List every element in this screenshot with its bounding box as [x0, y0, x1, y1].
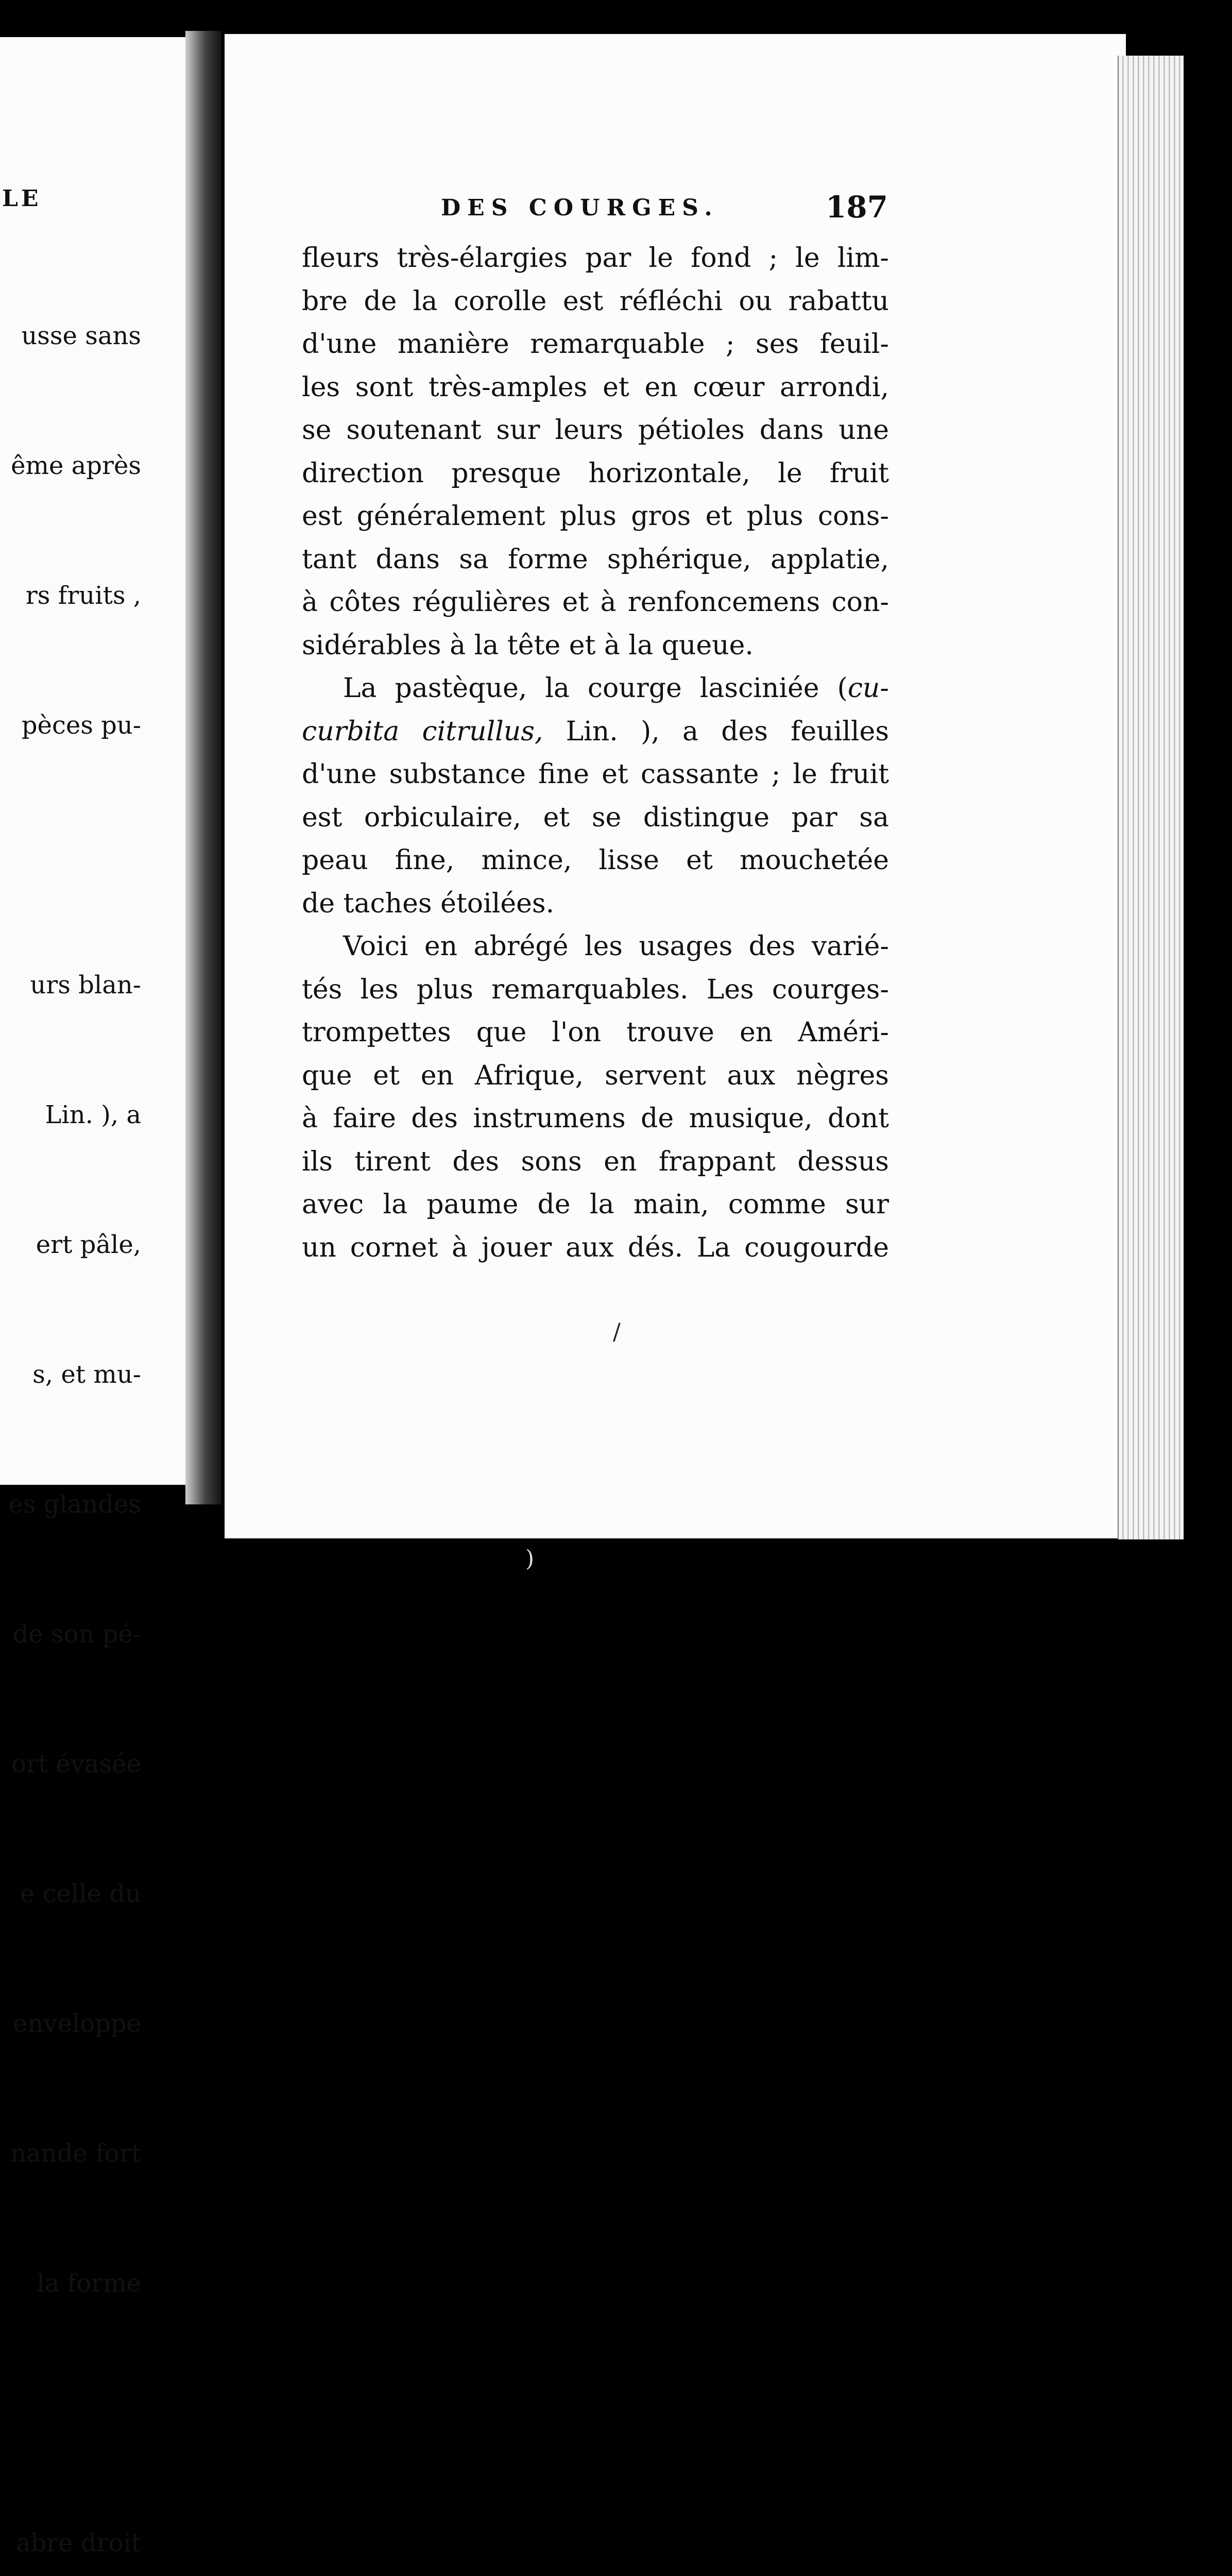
paragraph-line — [302, 667, 889, 710]
italic-run: curbita citrullus, — [302, 716, 543, 747]
text-line: d'une manière remarquable ; ses feuil- — [302, 329, 889, 360]
text-line: que et en Afrique, servent aux nègres — [302, 1060, 889, 1091]
left-line-gap — [0, 2392, 141, 2435]
left-line: s, et mu- — [32, 1360, 141, 1389]
left-line: urs blan- — [30, 971, 141, 999]
left-line: nande fort — [10, 2139, 141, 2168]
text-line: est généralement plus gros et plus cons- — [302, 501, 889, 532]
text-line: bre de la corolle est réfléchi ou rabattu — [302, 285, 889, 317]
left-page-text-fragments — [0, 228, 141, 2576]
paragraph-line — [302, 710, 889, 754]
text-line: Voici en abrégé les usages des varié- — [343, 931, 889, 962]
text-line: à faire des instrumens de musique, dont — [302, 1103, 889, 1134]
left-line: ort évasée — [11, 1750, 141, 1778]
text-line: tant dans sa forme sphérique, applatie, — [302, 544, 889, 575]
text-line: peau fine, mince, lisse et mouchetée — [302, 845, 889, 876]
text-line: sidérables à la tête et à la queue. — [302, 630, 754, 661]
left-line: enveloppe — [13, 2009, 141, 2038]
left-line: abre droit — [15, 2529, 141, 2557]
left-line: usse sans — [21, 321, 141, 350]
left-page — [0, 37, 194, 2557]
scan-mark: ) — [525, 1546, 535, 1572]
page-number: 187 — [825, 190, 888, 225]
text-line: tés les plus remarquables. Les courges- — [302, 974, 889, 1005]
left-line: la forme — [37, 2269, 141, 2298]
text-line: un cornet à jouer aux dés. La cougourde — [302, 1232, 889, 1263]
text-line: de taches étoilées. — [302, 888, 555, 919]
left-line: ême après — [11, 451, 141, 480]
left-line: Lin. ), a — [45, 1100, 141, 1129]
text-line: trompettes que l'on trouve en Améri- — [302, 1017, 889, 1048]
text-run: La pastèque, la courge lasciniée ( — [343, 673, 848, 704]
left-line: rs fruits , — [25, 581, 141, 610]
text-line: avec la paume de la main, comme sur — [302, 1189, 889, 1220]
left-line-gap — [0, 834, 141, 877]
left-line: e celle du — [20, 1879, 141, 1908]
text-line: à côtes régulières et à renfoncemens con- — [302, 587, 889, 618]
body-text — [302, 237, 889, 1269]
text-line: les sont très-amples et en cœur arrondi, — [302, 371, 889, 403]
left-line: es glandes — [8, 1490, 141, 1519]
text-line: d'une substance fine et cassante ; le fruit — [302, 759, 889, 790]
text-run: Lin. ), a des feuilles — [543, 716, 889, 747]
text-line: ils tirent des sons en frappant dessus — [302, 1146, 889, 1177]
italic-run: cu- — [847, 673, 889, 704]
text-line: direction presque horizontale, le fruit — [302, 457, 889, 489]
text-line: fleurs très-élargies par le fond ; le lim- — [302, 243, 889, 274]
running-title: DES COURGES. — [441, 195, 719, 221]
page-block-edge — [1118, 56, 1184, 1539]
text-line: se soutenant sur leurs pétioles dans une — [302, 415, 889, 446]
left-line: pèces pu- — [21, 711, 141, 740]
left-running-head-fragment: LE — [2, 185, 42, 212]
gutter-shadow — [185, 31, 221, 1504]
stray-mark: / — [613, 1319, 621, 1345]
left-line: ert pâle, — [36, 1230, 141, 1259]
left-line: de son pé- — [12, 1620, 141, 1649]
running-head — [441, 190, 888, 226]
text-line: est orbiculaire, et se distingue par sa — [302, 802, 889, 833]
